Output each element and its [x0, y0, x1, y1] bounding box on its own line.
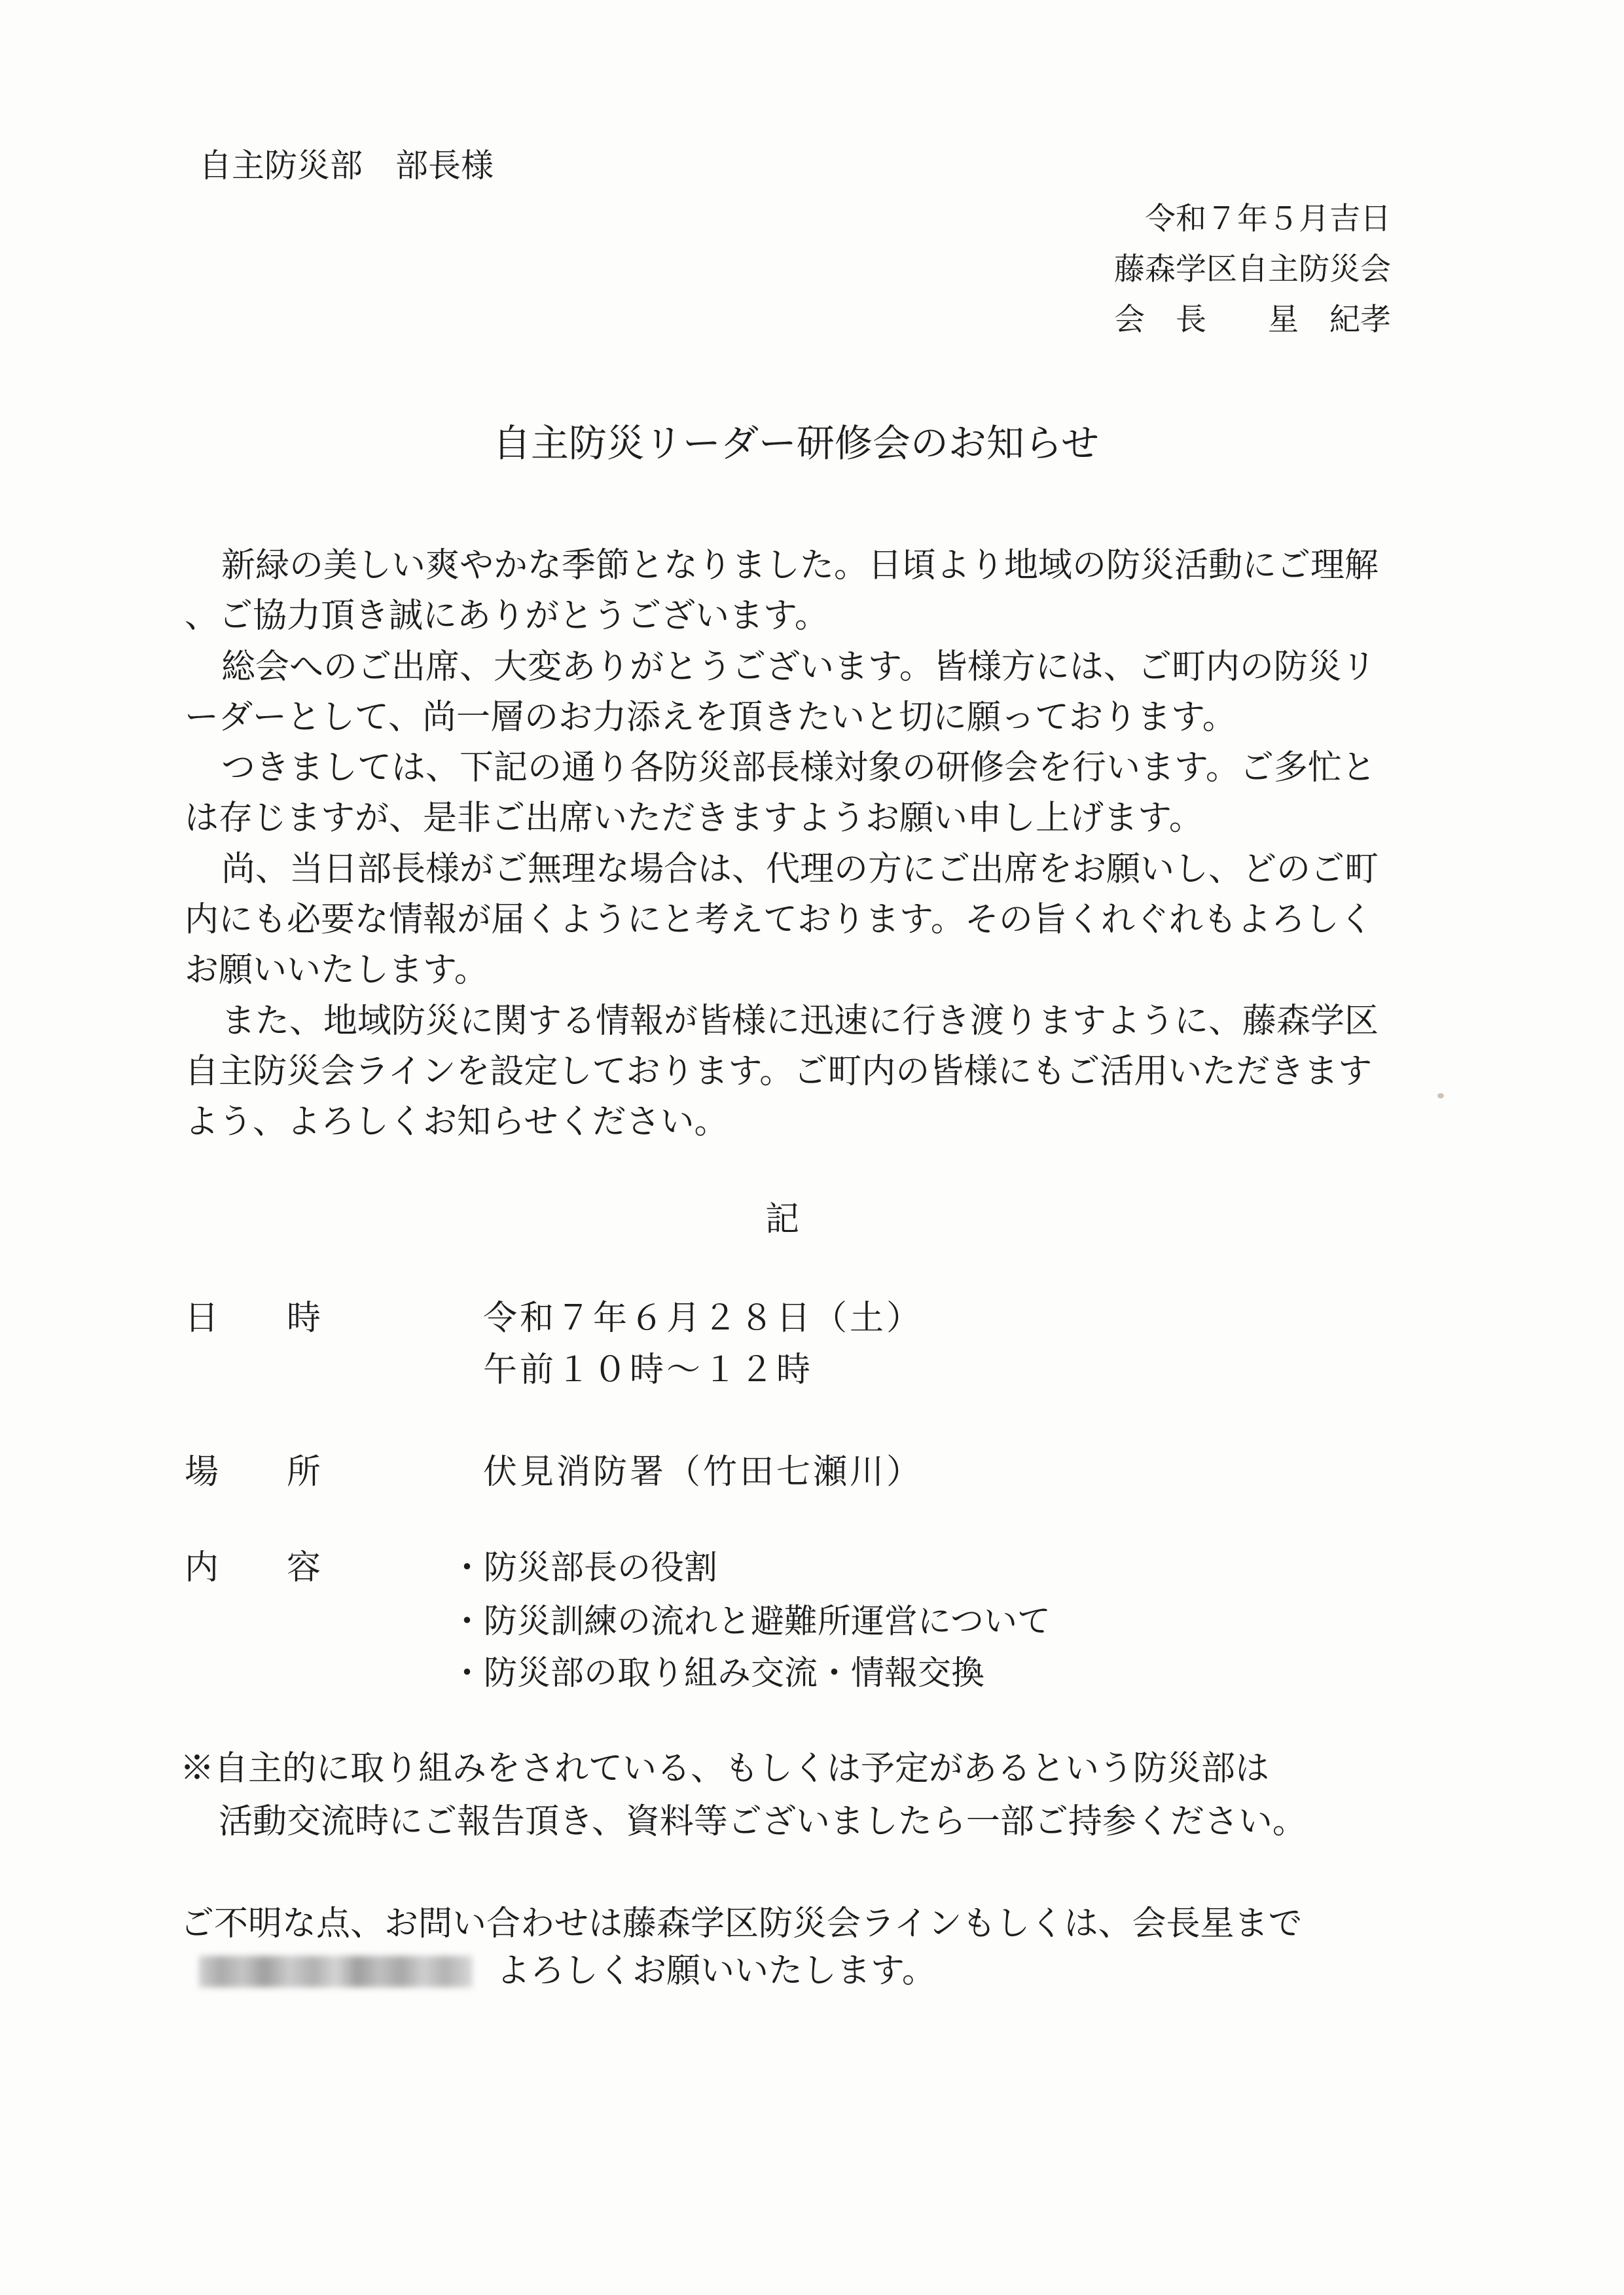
body-line: は存じますが、是非ご出席いただきますようお願い申し上げます。: [185, 799, 1203, 839]
body-line: よう、よろしくお知らせください。: [185, 1102, 729, 1142]
redacted-phone-number: [199, 1956, 473, 1987]
body-line: 総会へのご出席、大変ありがとうございます。皆様方には、ご町内の防災リ: [221, 647, 1376, 687]
datetime-label: 日 時: [185, 1299, 321, 1338]
content-item: ・防災部長の役割: [450, 1549, 718, 1587]
addressee: 自主防災部 部長様: [199, 147, 494, 185]
scan-speck: [1437, 1093, 1444, 1098]
ki-heading: 記: [765, 1200, 800, 1239]
body-line: ーダーとして、尚一層のお力添えを頂きたいと切に願っております。: [185, 697, 1236, 737]
body-line: また、地域防災に関する情報が皆様に迅速に行き渡りますように、藤森学区: [221, 1001, 1379, 1041]
content-item: ・防災訓練の流れと避難所運営について: [450, 1602, 1051, 1641]
datetime-date: 令和７年６月２８日（土）: [483, 1299, 924, 1338]
contact-line: ご不明な点、お問い合わせは藤森学区防災会ラインもしくは、会長星まで: [180, 1904, 1303, 1943]
note-line: 活動交流時にご報告頂き、資料等ございましたら一部ご持参ください。: [219, 1802, 1307, 1841]
body-text: [185, 541, 1379, 1148]
issue-date: 令和７年５月吉日: [1145, 201, 1391, 237]
sender-block: [1114, 194, 1391, 345]
content-item: ・防災部の取り組み交流・情報交換: [450, 1654, 985, 1693]
note-line: ※自主的に取り組みをされている、もしくは予定があるという防災部は: [180, 1749, 1270, 1788]
body-line: 自主防災会ラインを設定しております。ご町内の皆様にもご活用いただきます: [185, 1051, 1373, 1091]
body-line: お願いいたします。: [185, 950, 488, 990]
body-line: 、ご協力頂き誠にありがとうございます。: [185, 596, 829, 636]
body-line: つきましては、下記の通り各防災部長様対象の研修会を行います。ご多忙と: [221, 748, 1376, 788]
sender-chair: 会 長 星 紀孝: [1114, 302, 1391, 338]
datetime-time: 午前１０時～１２時: [483, 1350, 814, 1390]
document-title: 自主防災リーダー研修会のお知らせ: [492, 421, 1100, 465]
body-line: 尚、当日部長様がご無理な場合は、代理の方にご出席をお願いし、どのご町: [221, 849, 1379, 889]
body-line: 内にも必要な情報が届くようにと考えております。その旨くれぐれもよろしく: [185, 900, 1373, 940]
content-label: 内 容: [185, 1548, 321, 1587]
contact-closing: よろしくお願いいたします。: [496, 1951, 936, 1991]
place-label: 場 所: [185, 1453, 321, 1492]
body-line: 新緑の美しい爽やかな季節となりました。日頃より地域の防災活動にご理解: [221, 546, 1379, 585]
place-value: 伏見消防署（竹田七瀬川）: [483, 1453, 924, 1492]
sender-organization: 藤森学区自主防災会: [1114, 251, 1391, 287]
